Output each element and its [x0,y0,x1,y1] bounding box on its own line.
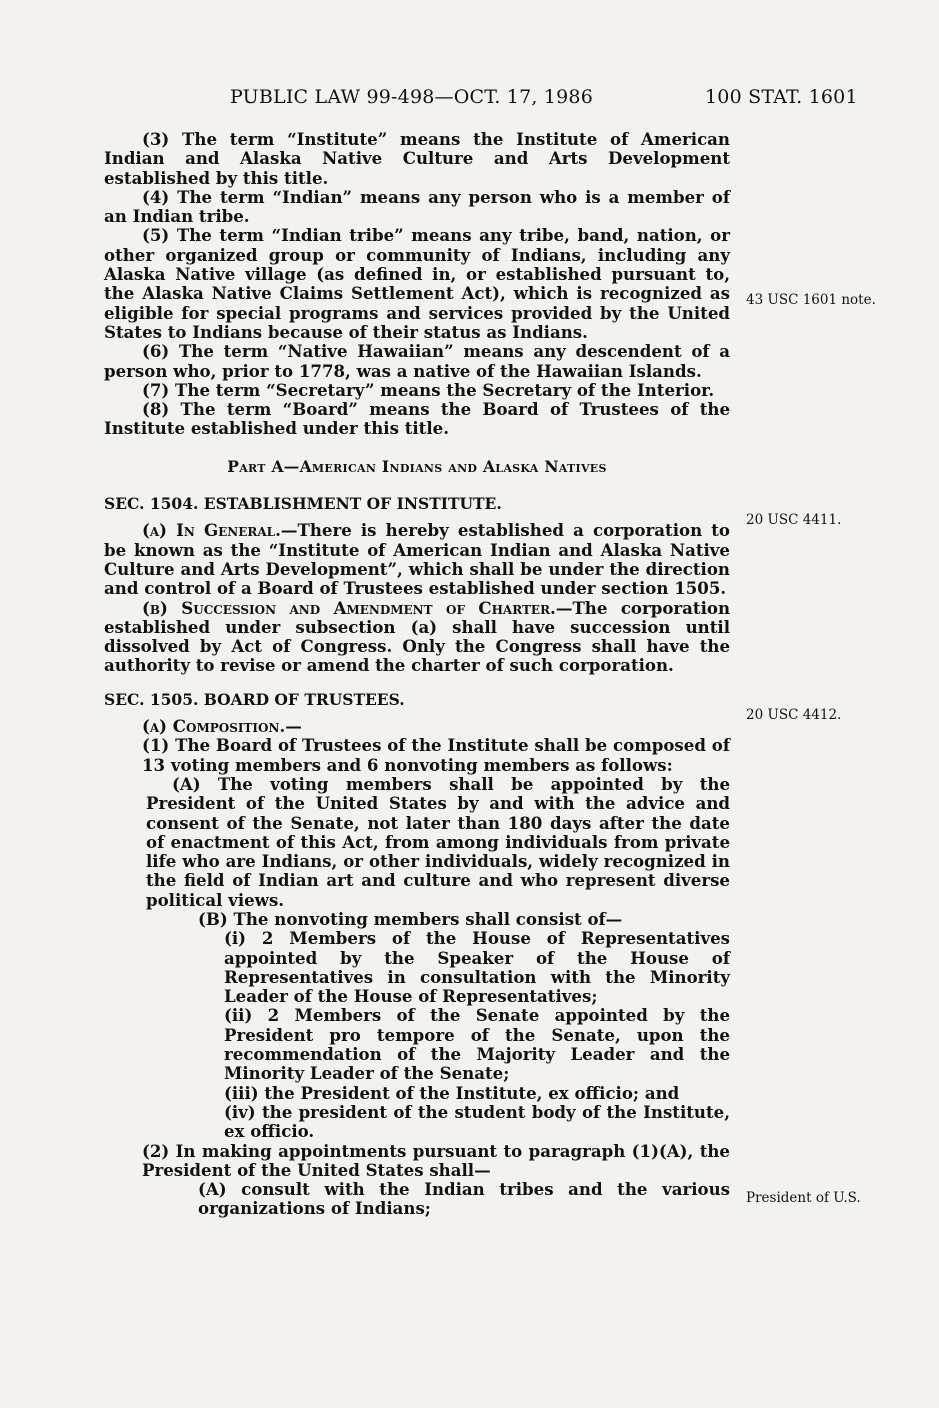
definition-6: (6) The term “Native Hawaiian” means any descendent of a person who, prior to 1778, was a native of the Hawaiian Islands. [104,341,730,381]
statute-reference: 100 STAT. 1601 [705,86,858,108]
clause-1-B-iii: (iii) the President of the Institute, ex officio; and [224,1082,680,1103]
section-1504-b [104,599,730,676]
paragraph-1-B: (B) The nonvoting members shall consist of— [198,908,623,929]
law-title: PUBLIC LAW 99-498—OCT. 17, 1986 [230,86,594,108]
definition-5: (5) The term “Indian tribe” means any tribe, band, nation, or other organized group or community of Indians, including any Alaska Native village (as defined in, or established pursuant to, the Alaska Native Claims Settlement Act), which is recognized as eligible for special programs and services provided by the United States to Indians because of their status as Indians. [104,225,730,342]
paragraph-1-A: (A) The voting members shall be appointed by the President of the United States by and with the advice and consent of the Senate, not later than 180 days after the date of enactment of this Act, from among individuals from private life who are Indians, or other individuals, widely recognized in the field of Indian art and culture and who represent diverse political views. [146,773,730,910]
paragraph-1: (1) The Board of Trustees of the Institute shall be composed of 13 voting members and 6 nonvoting members as follows: [142,735,730,775]
clause-1-B-iv: (iv) the president of the student body of the Institute, ex officio. [224,1101,730,1142]
section-1504-a [104,521,730,598]
part-heading: Part A—American Indians and Alaska Natives [227,456,607,476]
page-header [0,86,939,116]
margin-note-president: President of U.S. [746,1190,861,1206]
subsection-label: (b) Succession and Amendment of Charter. [142,597,556,618]
definition-8: (8) The term “Board” means the Board of Trustees of the Institute established under this title. [104,399,730,439]
definition-3: (3) The term “Institute” means the Institute of American Indian and Alaska Native Culture and Arts Development established by this title. [104,129,730,188]
subsection-text: —There is hereby established a corporation to be known as the “Institute of American Indian and Alaska Native Culture and Arts Development”, which shall be under the direction and control of a Board of Trustees established under section 1505. [104,520,730,599]
subsection-dash: — [285,716,302,737]
subsection-label: (a) Composition. [142,716,286,737]
section-1504-heading: SEC. 1504. ESTABLISHMENT OF INSTITUTE. [104,494,502,514]
margin-note-20-usc-4411: 20 USC 4411. [746,512,842,528]
subsection-text: —The corporation established under subsection (a) shall have succession until dissolved by Act of Congress. Only the Congress shall have the authority to revise or amend the charter of such corporation. [104,597,731,676]
definition-4: (4) The term “Indian” means any person who is a member of an Indian tribe. [104,186,730,227]
body-text [104,130,730,1219]
paragraph-2: (2) In making appointments pursuant to paragraph (1)(A), the President of the United States shall— [142,1140,730,1180]
clause-1-B-ii: (ii) 2 Members of the Senate appointed by the President pro tempore of the Senate, upon the recommendation of the Majority Leader and the Minority Leader of the Senate; [224,1005,730,1084]
section-1505-heading: SEC. 1505. BOARD OF TRUSTEES. [104,689,405,709]
section-1505-a [104,717,730,736]
subsection-label: (a) In General. [142,520,281,541]
paragraph-2-A: (A) consult with the Indian tribes and the various organizations of Indians; [198,1179,730,1219]
margin-note-20-usc-4412: 20 USC 4412. [746,707,842,723]
clause-1-B-i: (i) 2 Members of the House of Representatives appointed by the Speaker of the House of Representatives in consultation with the Minority Leader of the House of Representatives; [224,928,730,1007]
definition-7: (7) The term “Secretary” means the Secretary of the Interior. [142,379,715,400]
margin-note-43-usc-1601: 43 USC 1601 note. [746,292,876,308]
